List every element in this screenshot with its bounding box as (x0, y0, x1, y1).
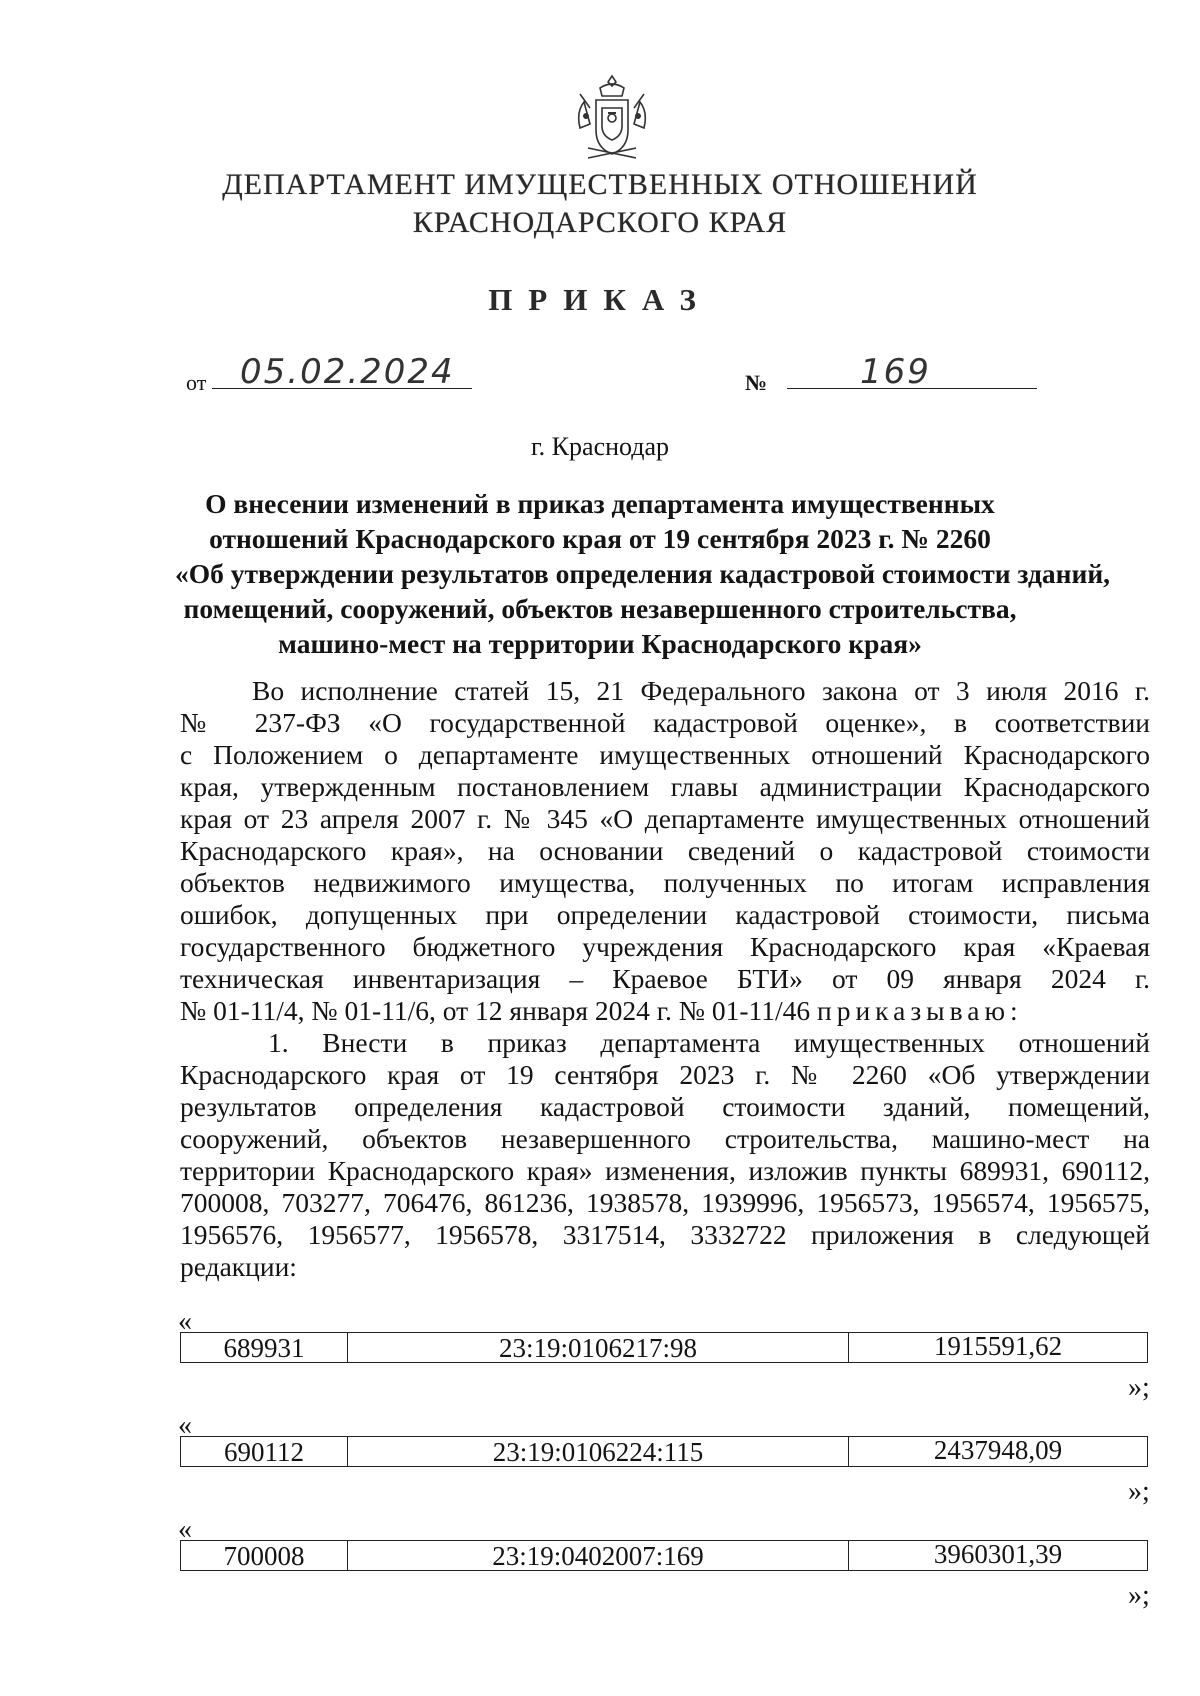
heading-line: машино-мест на территории Краснодарского края» (278, 628, 922, 659)
preamble-line: объектов недвижимого имущества, полученных по итогам исправления (180, 867, 1150, 898)
cadastral-value: 3960301,39 (849, 1541, 1148, 1571)
number-handwritten: 169 (860, 352, 931, 392)
heading-line: помещений, сооружений, объектов незавершенного строительства, (183, 593, 1017, 624)
quote-close: »; (1128, 1476, 1150, 1507)
date-handwritten: 05.02.2024 (240, 352, 455, 392)
table-row (181, 1333, 1148, 1363)
item1-line: 700008, 703277, 706476, 861236, 1938578, 1939996, 1956573, 1956574, 1956575, (180, 1187, 1150, 1218)
department-name-line2: КРАСНОДАРСКОГО КРАЯ (412, 206, 788, 239)
cadastral-number: 23:19:0402007:169 (348, 1541, 849, 1571)
preamble-line: Во исполнение статей 15, 21 Федерального закона от 3 июля 2016 г. (252, 675, 1150, 706)
number-label: № (745, 370, 768, 395)
cadastral-table (180, 1436, 1148, 1467)
order-body (180, 675, 1150, 1283)
quote-open: « (178, 1410, 192, 1441)
cadastral-value: 1915591,62 (849, 1333, 1148, 1363)
preamble-line: края, утвержденным постановлением главы администрации Краснодарского (180, 771, 1150, 802)
row-number: 700008 (181, 1541, 348, 1571)
item1-line: 1. Внести в приказ департамента имущественных отношений (268, 1027, 1150, 1058)
item1-line: 1956576, 1956577, 1956578, 3317514, 3332722 приложения в следующей (180, 1219, 1150, 1250)
item1-line: результатов определения кадастровой стоимости зданий, помещений, (180, 1091, 1150, 1122)
quote-close: »; (1128, 1372, 1150, 1403)
quote-close: »; (1128, 1580, 1150, 1611)
item1-line: территории Краснодарского края» изменения, изложив пункты 689931, 690112, (180, 1155, 1150, 1186)
date-label: от (186, 370, 207, 395)
item1-last-line: редакции: (180, 1251, 297, 1282)
item1-line: Краснодарского края от 19 сентября 2023 г. № 2260 «Об утверждении (180, 1059, 1150, 1090)
preamble-line: государственного бюджетного учреждения Краснодарского края «Краевая (180, 931, 1150, 962)
heading-line: О внесении изменений в приказ департамента имущественных (205, 488, 995, 519)
preamble-last-text: № 01-11/4, № 01-11/6, от 12 января 2024 г. № 01-11/46 (180, 995, 817, 1026)
preamble-line: ошибок, допущенных при определении кадастровой стоимости, письма (180, 899, 1150, 930)
row-number: 690112 (181, 1437, 348, 1467)
cadastral-number: 23:19:0106224:115 (348, 1437, 849, 1467)
preamble-line: техническая инвентаризация – Краевое БТИ» от 09 января 2024 г. (180, 963, 1150, 994)
preamble-line: № 237-ФЗ «О государственной кадастровой оценке», в соответствии (180, 707, 1150, 738)
cadastral-table (180, 1540, 1148, 1571)
preamble-line: с Положением о департаменте имущественных отношений Краснодарского (180, 739, 1150, 770)
quote-open: « (178, 1306, 192, 1337)
order-heading (175, 486, 1111, 661)
quote-open: « (178, 1514, 192, 1545)
heading-line: «Об утверждении результатов определения кадастровой стоимости зданий, (175, 558, 1111, 589)
preamble-last-line (180, 995, 1150, 1027)
item1-line: сооружений, объектов незавершенного строительства, машино-мест на (180, 1123, 1150, 1154)
order-verb: приказываю: (816, 995, 1023, 1026)
preamble-line: края от 23 апреля 2007 г. № 345 «О департаменте имущественных отношений (180, 803, 1150, 834)
row-number: 689931 (181, 1333, 348, 1363)
table-row (181, 1541, 1148, 1571)
cadastral-number: 23:19:0106217:98 (348, 1333, 849, 1363)
heading-line: отношений Краснодарского края от 19 сентября 2023 г. № 2260 (209, 523, 991, 554)
cadastral-value: 2437948,09 (849, 1437, 1148, 1467)
city: г. Краснодар (530, 432, 670, 461)
document-type: ПРИКАЗ (488, 282, 712, 317)
table-row (181, 1437, 1148, 1467)
department-name-line1: ДЕПАРТАМЕНТ ИМУЩЕСТВЕННЫХ ОТНОШЕНИЙ (222, 168, 978, 201)
cadastral-table (180, 1332, 1148, 1363)
preamble-line: Краснодарского края», на основании сведений о кадастровой стоимости (180, 835, 1150, 866)
coat-of-arms-icon (572, 72, 652, 170)
